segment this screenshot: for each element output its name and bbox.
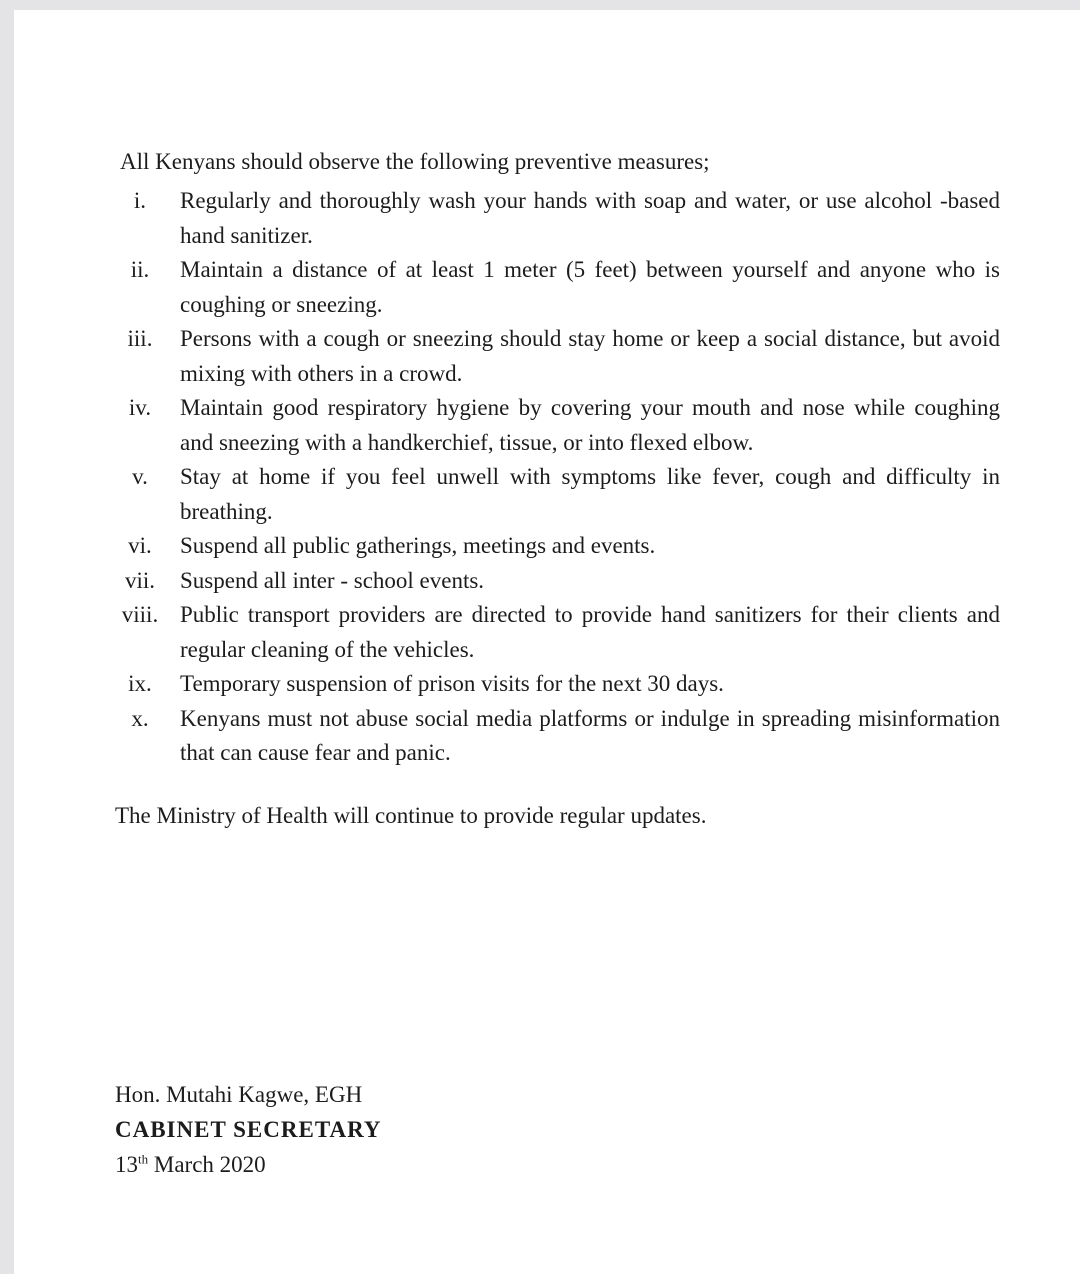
intro-text: All Kenyans should observe the following preventive measures; [120,149,710,174]
item-numeral: v. [132,464,148,489]
signature-date [115,1147,382,1182]
item-text: Suspend all public gatherings, meetings and events. [180,533,656,558]
list-item [100,253,1000,322]
list-item [100,460,1000,529]
item-text: Kenyans must not abuse social media platforms or indulge in spreading misinformation that can cause fear and panic. [180,705,1000,765]
item-numeral: vi. [128,533,152,558]
list-item [100,529,1000,564]
date-month-year: March 2020 [148,1152,266,1177]
item-numeral: ii. [130,257,150,282]
date-suffix: th [138,1151,149,1167]
item-text: Temporary suspension of prison visits for the next 30 days. [180,671,724,696]
closing-statement: The Ministry of Health will continue to provide regular updates. [115,803,707,828]
item-text: Regularly and thoroughly wash your hands with soap and water, or use alcohol -based hand sanitizer. [180,188,1000,248]
list-item [100,702,1000,771]
item-numeral: iv. [128,395,152,420]
item-numeral: iii. [127,326,153,351]
item-text: Suspend all inter - school events. [180,567,485,593]
list-item [100,391,1000,460]
item-text: Maintain a distance of at least 1 meter (5 feet) between yourself and anyone who is coughing or sneezing. [180,257,1000,317]
list-item [100,322,1000,391]
document-page [14,10,1080,1274]
item-numeral: viii. [121,602,159,627]
signature-block [115,1077,382,1182]
preventive-measures-list [100,184,1000,771]
item-numeral: vii. [124,567,156,593]
signatory-title: CABINET SECRETARY [115,1117,382,1142]
item-numeral: ix. [128,671,152,696]
list-item [100,598,1000,667]
list-item [100,184,1000,253]
list-item [100,667,1000,702]
item-text: Maintain good respiratory hygiene by covering your mouth and nose while coughing and sneezing with a handkerchief, tissue, or into flexed elbow. [180,395,1000,455]
item-text: Public transport providers are directed to provide hand sanitizers for their clients and regular cleaning of the vehicles. [180,602,1000,662]
item-text: Stay at home if you feel unwell with symptoms like fever, cough and difficulty in breathing. [180,464,1000,524]
item-numeral: i. [133,188,147,213]
item-text: Persons with a cough or sneezing should stay home or keep a social distance, but avoid mixing with others in a crowd. [180,326,1000,386]
date-day: 13 [115,1152,138,1177]
signatory-name: Hon. Mutahi Kagwe, EGH [115,1082,363,1107]
item-numeral: x. [131,705,149,731]
list-item [100,564,1000,599]
